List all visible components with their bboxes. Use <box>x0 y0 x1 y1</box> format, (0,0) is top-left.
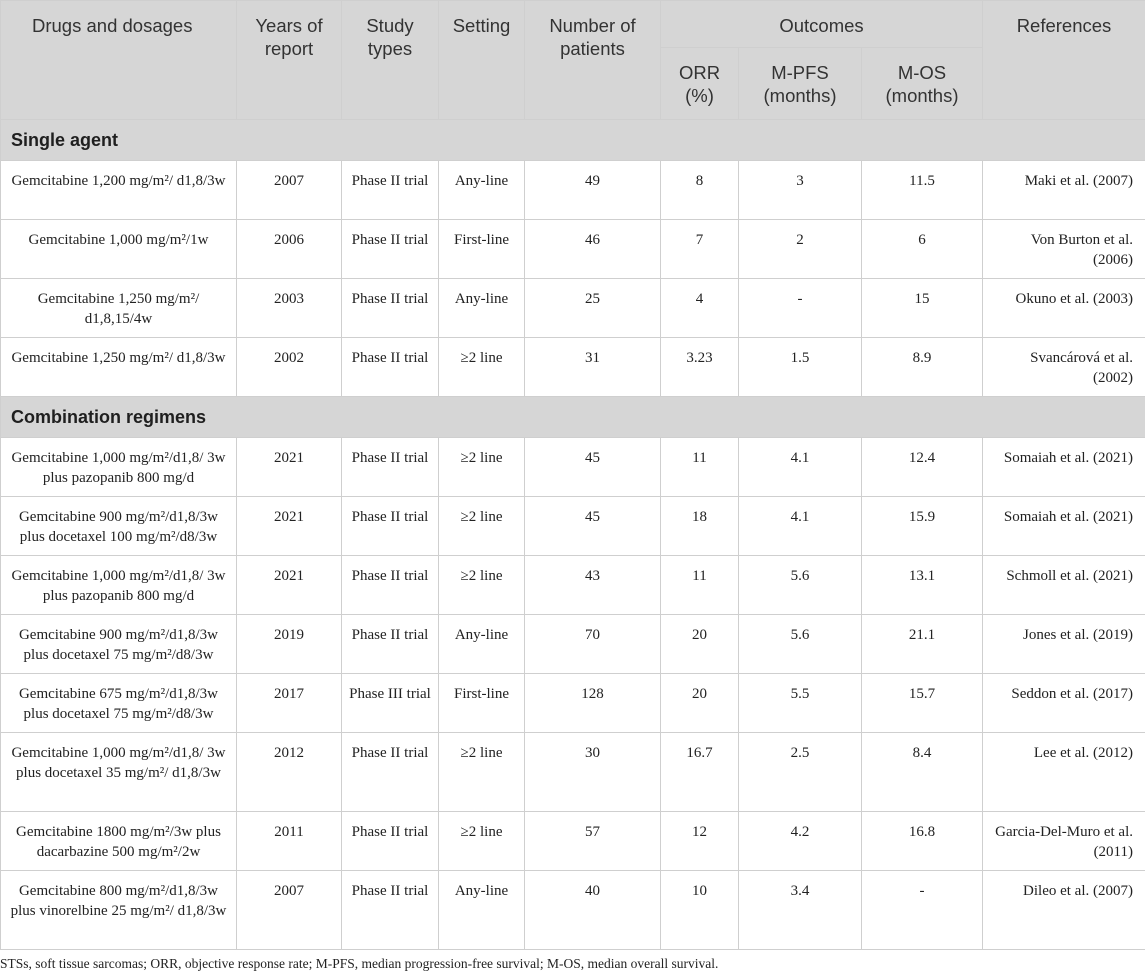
mpfs-cell: 4.1 <box>739 438 862 497</box>
table-row <box>1 438 1145 497</box>
reference-cell: Lee et al. (2012) <box>983 733 1145 812</box>
drug-cell: Gemcitabine 1800 mg/m²/3w plus dacarbazine 500 mg/m²/2w <box>1 812 237 871</box>
reference-cell: Seddon et al. (2017) <box>983 674 1145 733</box>
patients-cell: 25 <box>525 279 661 338</box>
col-mpfs-header: M-PFS (months) <box>739 48 862 120</box>
orr-cell: 20 <box>661 674 739 733</box>
col-outcomes-header: Outcomes <box>661 1 983 48</box>
mos-cell: 8.9 <box>862 338 983 397</box>
mpfs-cell: - <box>739 279 862 338</box>
patients-cell: 128 <box>525 674 661 733</box>
table-row <box>1 674 1145 733</box>
mos-cell: 13.1 <box>862 556 983 615</box>
col-setting-header: Setting <box>439 1 525 120</box>
setting-cell: ≥2 line <box>439 497 525 556</box>
year-cell: 2019 <box>237 615 342 674</box>
table-row <box>1 497 1145 556</box>
study-cell: Phase II trial <box>342 161 439 220</box>
orr-cell: 20 <box>661 615 739 674</box>
mos-cell: 15 <box>862 279 983 338</box>
col-mos-header: M-OS (months) <box>862 48 983 120</box>
patients-cell: 46 <box>525 220 661 279</box>
study-cell: Phase II trial <box>342 871 439 950</box>
col-years-header: Years of report <box>237 1 342 120</box>
mos-cell: - <box>862 871 983 950</box>
mpfs-cell: 5.5 <box>739 674 862 733</box>
orr-cell: 4 <box>661 279 739 338</box>
table-footnote: STSs, soft tissue sarcomas; ORR, objective response rate; M-PFS, median progression-free survival; M-OS, median overall survival. <box>0 956 719 971</box>
patients-cell: 43 <box>525 556 661 615</box>
year-cell: 2007 <box>237 161 342 220</box>
drug-cell: Gemcitabine 1,000 mg/m²/1w <box>1 220 237 279</box>
study-cell: Phase II trial <box>342 279 439 338</box>
mos-cell: 12.4 <box>862 438 983 497</box>
patients-cell: 49 <box>525 161 661 220</box>
mpfs-cell: 3.4 <box>739 871 862 950</box>
study-cell: Phase II trial <box>342 497 439 556</box>
col-patients-header: Number of patients <box>525 1 661 120</box>
section-row-combination <box>1 397 1145 438</box>
col-orr-header: ORR (%) <box>661 48 739 120</box>
section-title: Single agent <box>1 120 1145 161</box>
mpfs-cell: 5.6 <box>739 556 862 615</box>
reference-cell: Maki et al. (2007) <box>983 161 1145 220</box>
table-row <box>1 279 1145 338</box>
mpfs-cell: 2.5 <box>739 733 862 812</box>
table-row <box>1 733 1145 812</box>
drug-cell: Gemcitabine 1,000 mg/m²/d1,8/ 3w plus pazopanib 800 mg/d <box>1 438 237 497</box>
drug-cell: Gemcitabine 800 mg/m²/d1,8/3w plus vinorelbine 25 mg/m²/ d1,8/3w <box>1 871 237 950</box>
drug-cell: Gemcitabine 900 mg/m²/d1,8/3w plus docetaxel 100 mg/m²/d8/3w <box>1 497 237 556</box>
mpfs-cell: 2 <box>739 220 862 279</box>
setting-cell: ≥2 line <box>439 556 525 615</box>
mpfs-cell: 4.1 <box>739 497 862 556</box>
mos-cell: 6 <box>862 220 983 279</box>
mos-cell: 15.7 <box>862 674 983 733</box>
table-row <box>1 220 1145 279</box>
study-cell: Phase II trial <box>342 438 439 497</box>
study-cell: Phase II trial <box>342 812 439 871</box>
study-cell: Phase II trial <box>342 220 439 279</box>
table-row <box>1 556 1145 615</box>
patients-cell: 57 <box>525 812 661 871</box>
setting-cell: Any-line <box>439 871 525 950</box>
mos-cell: 16.8 <box>862 812 983 871</box>
section-title: Combination regimens <box>1 397 1145 438</box>
setting-cell: First-line <box>439 220 525 279</box>
reference-cell: Somaiah et al. (2021) <box>983 497 1145 556</box>
setting-cell: ≥2 line <box>439 438 525 497</box>
year-cell: 2021 <box>237 556 342 615</box>
table-row <box>1 615 1145 674</box>
year-cell: 2002 <box>237 338 342 397</box>
year-cell: 2011 <box>237 812 342 871</box>
reference-cell: Garcia-Del-Muro et al. (2011) <box>983 812 1145 871</box>
drug-cell: Gemcitabine 1,250 mg/m²/ d1,8,15/4w <box>1 279 237 338</box>
orr-cell: 16.7 <box>661 733 739 812</box>
setting-cell: Any-line <box>439 615 525 674</box>
table-row <box>1 871 1145 950</box>
mpfs-cell: 1.5 <box>739 338 862 397</box>
patients-cell: 40 <box>525 871 661 950</box>
drug-cell: Gemcitabine 1,000 mg/m²/d1,8/ 3w plus pazopanib 800 mg/d <box>1 556 237 615</box>
col-study-header: Study types <box>342 1 439 120</box>
drug-cell: Gemcitabine 1,200 mg/m²/ d1,8/3w <box>1 161 237 220</box>
reference-cell: Svancárová et al. (2002) <box>983 338 1145 397</box>
table-row <box>1 161 1145 220</box>
table-body <box>1 120 1145 950</box>
orr-cell: 8 <box>661 161 739 220</box>
year-cell: 2007 <box>237 871 342 950</box>
mpfs-cell: 4.2 <box>739 812 862 871</box>
study-cell: Phase II trial <box>342 733 439 812</box>
year-cell: 2021 <box>237 497 342 556</box>
reference-cell: Somaiah et al. (2021) <box>983 438 1145 497</box>
patients-cell: 45 <box>525 497 661 556</box>
orr-cell: 18 <box>661 497 739 556</box>
orr-cell: 11 <box>661 556 739 615</box>
patients-cell: 45 <box>525 438 661 497</box>
study-cell: Phase II trial <box>342 338 439 397</box>
table-row <box>1 812 1145 871</box>
drug-cell: Gemcitabine 900 mg/m²/d1,8/3w plus docetaxel 75 mg/m²/d8/3w <box>1 615 237 674</box>
setting-cell: Any-line <box>439 161 525 220</box>
setting-cell: ≥2 line <box>439 733 525 812</box>
orr-cell: 10 <box>661 871 739 950</box>
mos-cell: 15.9 <box>862 497 983 556</box>
year-cell: 2017 <box>237 674 342 733</box>
table-row <box>1 338 1145 397</box>
orr-cell: 11 <box>661 438 739 497</box>
reference-cell: Dileo et al. (2007) <box>983 871 1145 950</box>
study-cell: Phase II trial <box>342 615 439 674</box>
orr-cell: 3.23 <box>661 338 739 397</box>
section-row-single-agent <box>1 120 1145 161</box>
study-cell: Phase III trial <box>342 674 439 733</box>
mpfs-cell: 5.6 <box>739 615 862 674</box>
setting-cell: Any-line <box>439 279 525 338</box>
drug-cell: Gemcitabine 675 mg/m²/d1,8/3w plus docetaxel 75 mg/m²/d8/3w <box>1 674 237 733</box>
table-header <box>1 1 1145 120</box>
mos-cell: 11.5 <box>862 161 983 220</box>
mos-cell: 8.4 <box>862 733 983 812</box>
patients-cell: 31 <box>525 338 661 397</box>
mpfs-cell: 3 <box>739 161 862 220</box>
col-references-header: References <box>983 1 1145 120</box>
drug-cell: Gemcitabine 1,000 mg/m²/d1,8/ 3w plus docetaxel 35 mg/m²/ d1,8/3w <box>1 733 237 812</box>
reference-cell: Von Burton et al. (2006) <box>983 220 1145 279</box>
mos-cell: 21.1 <box>862 615 983 674</box>
year-cell: 2021 <box>237 438 342 497</box>
drug-cell: Gemcitabine 1,250 mg/m²/ d1,8/3w <box>1 338 237 397</box>
patients-cell: 30 <box>525 733 661 812</box>
orr-cell: 7 <box>661 220 739 279</box>
year-cell: 2006 <box>237 220 342 279</box>
patients-cell: 70 <box>525 615 661 674</box>
reference-cell: Jones et al. (2019) <box>983 615 1145 674</box>
study-cell: Phase II trial <box>342 556 439 615</box>
reference-cell: Okuno et al. (2003) <box>983 279 1145 338</box>
setting-cell: ≥2 line <box>439 812 525 871</box>
year-cell: 2012 <box>237 733 342 812</box>
reference-cell: Schmoll et al. (2021) <box>983 556 1145 615</box>
setting-cell: First-line <box>439 674 525 733</box>
setting-cell: ≥2 line <box>439 338 525 397</box>
year-cell: 2003 <box>237 279 342 338</box>
orr-cell: 12 <box>661 812 739 871</box>
col-drugs-header: Drugs and dosages <box>1 1 237 120</box>
